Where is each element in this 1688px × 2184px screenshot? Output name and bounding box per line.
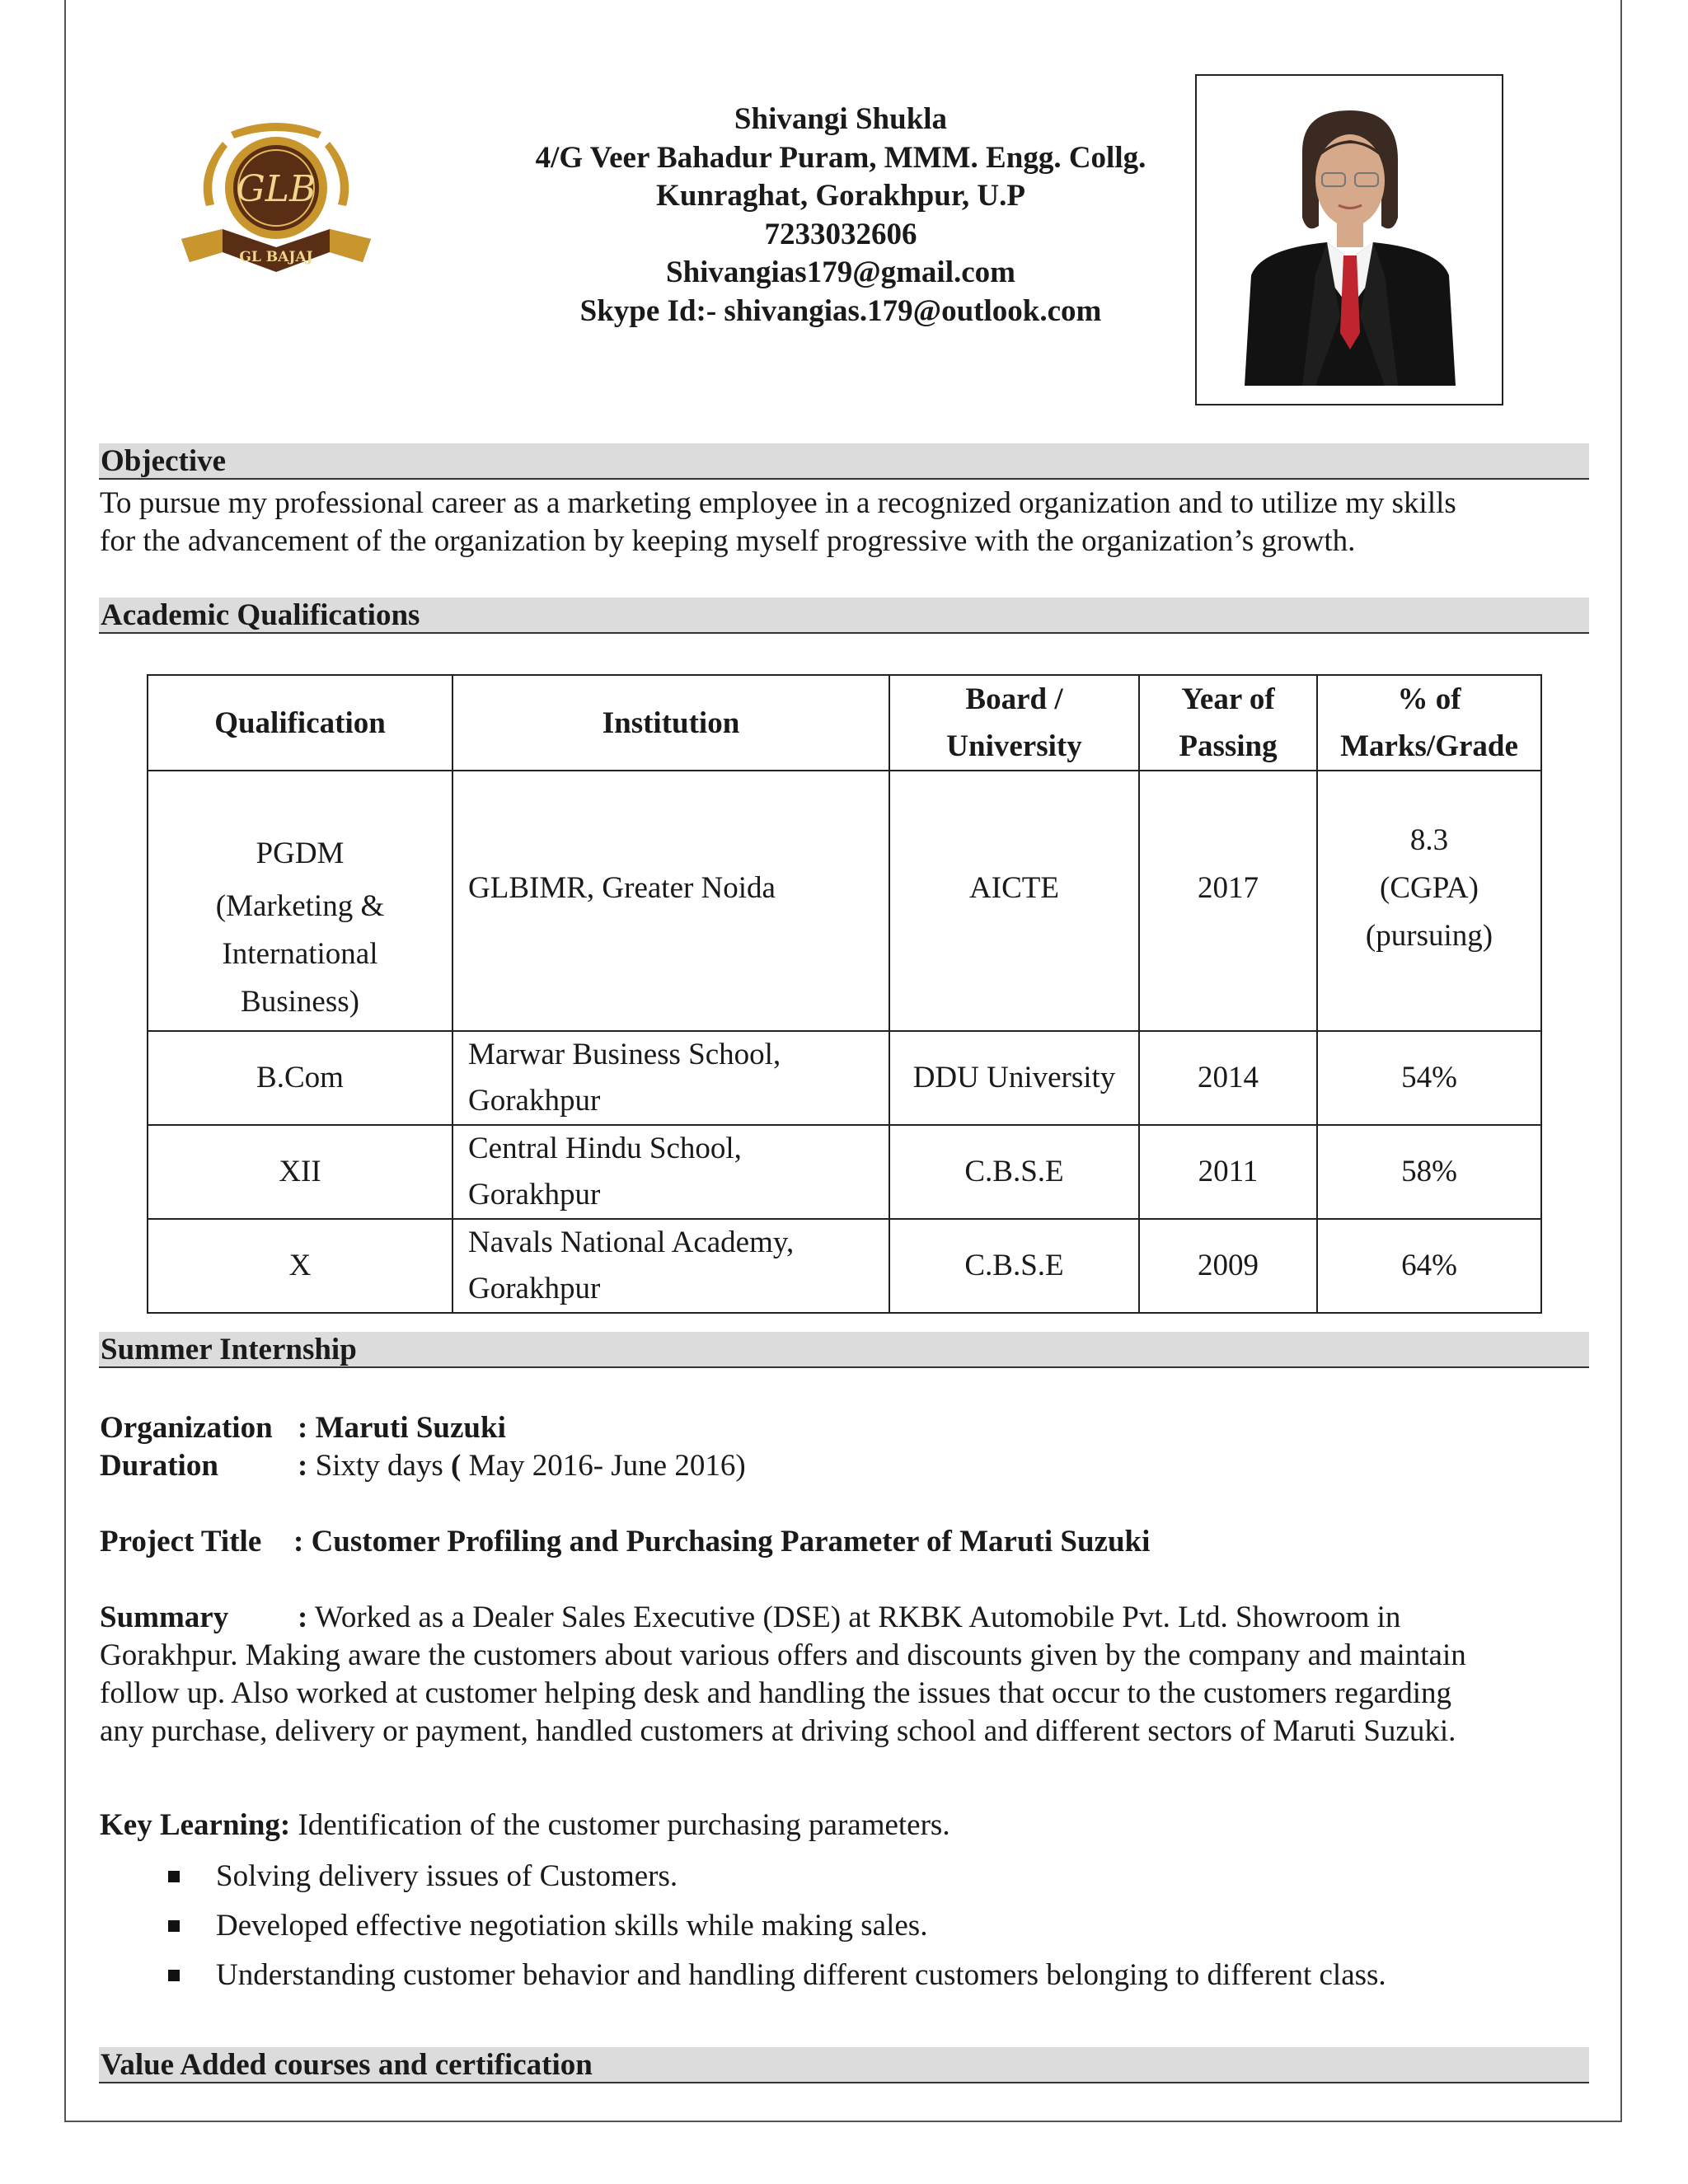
institution-line: Central Hindu School, (468, 1132, 742, 1165)
board-cell: AICTE (889, 771, 1139, 1031)
table-row (148, 1219, 1541, 1313)
institution-cell (452, 1031, 889, 1125)
key-learning-label: Key Learning: (100, 1808, 291, 1842)
objective-text (100, 485, 1592, 560)
summary-line-3: follow up. Also worked at customer helping desk and handling the issues that occur to the customers regarding (100, 1676, 1451, 1710)
table-row (148, 1031, 1541, 1125)
institution-cell (452, 1125, 889, 1219)
summary-colon: : (298, 1601, 308, 1634)
table-header-row (148, 675, 1541, 771)
summary-line-2: Gorakhpur. Making aware the customers about various offers and discounts given by the company and maintain (100, 1638, 1466, 1672)
key-learning-list (162, 1852, 1386, 2000)
academics-title: Academic Qualifications (101, 598, 420, 632)
objective-line-2: for the advancement of the organization by keeping myself progressive with the organization’s growth. (100, 524, 1356, 558)
objective-section-header (99, 443, 1589, 480)
qualification-cell: B.Com (148, 1031, 452, 1125)
objective-line-1: To pursue my professional career as a marketing employee in a recognized organization and to utilize my skills (100, 486, 1456, 520)
marks-line: (pursuing) (1365, 919, 1493, 953)
header-marks (1317, 675, 1541, 771)
header-marks-line-2: Marks/Grade (1340, 729, 1518, 763)
organization-label: Organization (100, 1411, 273, 1445)
header-marks-line-1: % of (1397, 682, 1461, 716)
courses-title: Value Added courses and certification (101, 2048, 593, 2082)
project-title-row (100, 1523, 1150, 1561)
header-board (889, 675, 1139, 771)
summary-label: Summary (100, 1601, 229, 1634)
marks-line: (CGPA) (1380, 871, 1479, 905)
duration-label: Duration (100, 1449, 218, 1483)
qualifications-table (147, 674, 1542, 1314)
project-title-value: : Customer Profiling and Purchasing Parameter of Maruti Suzuki (293, 1525, 1151, 1558)
qualification-line: (Marketing & (215, 889, 385, 923)
list-item (162, 1852, 1386, 1901)
institution-line: Gorakhpur (468, 1084, 601, 1118)
institution-cell: GLBIMR, Greater Noida (452, 771, 889, 1031)
contact-header (445, 101, 1236, 330)
skype-id: Skype Id:- shivangias.179@outlook.com (579, 293, 1102, 328)
summary-line-4: any purchase, delivery or payment, handled customers at driving school and different sectors of Maruti Suzuki. (100, 1714, 1456, 1748)
qualification-cell: XII (148, 1125, 452, 1219)
qualification-line: International (222, 937, 378, 971)
qualification-line: Business) (241, 985, 359, 1019)
year-cell: 2017 (1139, 771, 1317, 1031)
phone-number: 7233032606 (764, 217, 917, 251)
candidate-name: Shivangi Shukla (734, 102, 948, 136)
marks-cell: 58% (1317, 1125, 1541, 1219)
header-year-line-1: Year of (1181, 682, 1275, 716)
email-address: Shivangias179@gmail.com (666, 255, 1015, 289)
bullet-icon (168, 1920, 180, 1932)
bullet-icon (168, 1871, 180, 1882)
year-cell: 2011 (1139, 1125, 1317, 1219)
profile-photo (1195, 74, 1503, 405)
duration-row (100, 1447, 746, 1485)
academics-section-header (99, 598, 1589, 634)
marks-cell: 64% (1317, 1219, 1541, 1313)
marks-cell (1317, 771, 1541, 1031)
internship-section-header (99, 1332, 1589, 1368)
summary-text: Worked as a Dealer Sales Executive (DSE) at RKBK Automobile Pvt. Ltd. Showroom in (307, 1601, 1401, 1634)
project-title-label: Project Title (100, 1525, 262, 1558)
gl-bajaj-logo (173, 115, 379, 280)
year-cell: 2009 (1139, 1219, 1317, 1313)
list-item (162, 1901, 1386, 1951)
objective-title: Objective (101, 444, 227, 478)
duration-paren: ( (451, 1449, 462, 1483)
key-learning-row (100, 1807, 950, 1844)
institution-cell (452, 1219, 889, 1313)
duration-colon: : (298, 1449, 308, 1483)
year-cell: 2014 (1139, 1031, 1317, 1125)
header-institution: Institution (452, 675, 889, 771)
logo-monogram: GLB (236, 168, 316, 210)
board-cell: C.B.S.E (889, 1125, 1139, 1219)
institution-line: Gorakhpur (468, 1178, 601, 1212)
header-board-line-2: University (946, 729, 1082, 763)
address-line-1: 4/G Veer Bahadur Puram, MMM. Engg. Collg. (535, 140, 1146, 175)
qualification-line: PGDM (256, 837, 345, 870)
institution-line: Gorakhpur (468, 1272, 601, 1305)
key-learning-value: Identification of the customer purchasing parameters. (290, 1808, 950, 1842)
logo-text: GL BAJAJ (239, 249, 313, 265)
header-year (1139, 675, 1317, 771)
list-item-text: Understanding customer behavior and handling different customers belonging to different class. (216, 1958, 1386, 1992)
qualification-cell: X (148, 1219, 452, 1313)
table-row (148, 771, 1541, 1031)
marks-line: 8.3 (1409, 823, 1449, 857)
list-item (162, 1951, 1386, 2000)
header-board-line-1: Board / (965, 682, 1063, 716)
header-qualification: Qualification (148, 675, 452, 771)
organization-row (100, 1409, 506, 1447)
board-cell: DDU University (889, 1031, 1139, 1125)
list-item-text: Solving delivery issues of Customers. (216, 1859, 678, 1893)
header-year-line-2: Passing (1179, 729, 1278, 763)
table-row (148, 1125, 1541, 1219)
bullet-icon (168, 1970, 180, 1981)
summary-block (100, 1599, 1592, 1750)
qualification-cell (148, 771, 452, 1031)
institution-line: Marwar Business School, (468, 1038, 781, 1071)
list-item-text: Developed effective negotiation skills while making sales. (216, 1909, 928, 1943)
marks-cell: 54% (1317, 1031, 1541, 1125)
courses-section-header (99, 2047, 1589, 2083)
institution-line: Navals National Academy, (468, 1226, 795, 1259)
duration-dates: May 2016- June 2016) (461, 1449, 746, 1483)
board-cell: C.B.S.E (889, 1219, 1139, 1313)
address-line-2: Kunraghat, Gorakhpur, U.P (656, 179, 1025, 213)
internship-title: Summer Internship (101, 1333, 357, 1366)
summary-line-1 (100, 1599, 1592, 1637)
organization-value: : Maruti Suzuki (298, 1411, 506, 1445)
duration-value: Sixty days (307, 1449, 452, 1483)
